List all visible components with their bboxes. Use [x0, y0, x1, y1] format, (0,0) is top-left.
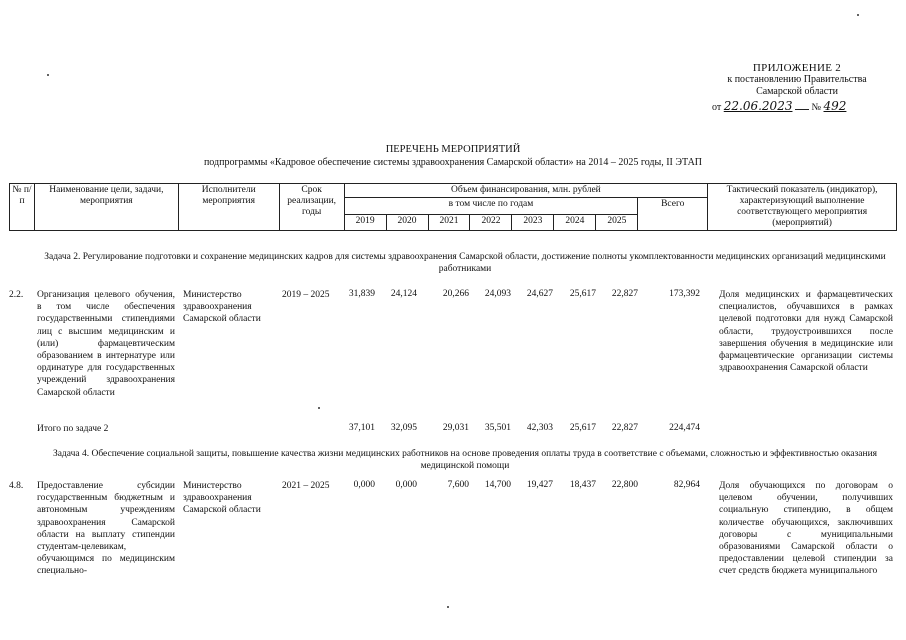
- row-4-8-value: 0,000: [395, 480, 417, 490]
- row-2-2-executor: Министерство здравоохранения Самарской области: [183, 290, 261, 325]
- row-4-8-value: 22,800: [611, 480, 638, 490]
- row-4-8-num: 4.8.: [9, 481, 24, 491]
- total-task-2-value: 25,617: [569, 423, 596, 433]
- total-task-2-value: 35,501: [484, 423, 511, 433]
- total-task-2-total: 224,474: [669, 423, 700, 433]
- header-term: Срок реализации, годы: [279, 184, 344, 231]
- header-year: 2023: [512, 215, 554, 231]
- total-task-2-label: Итого по задаче 2: [37, 424, 109, 434]
- scan-speck: [447, 606, 449, 608]
- row-2-2-total: 173,392: [669, 289, 700, 299]
- row-2-2-value: 20,266: [442, 289, 469, 299]
- total-task-2-value: 32,095: [390, 423, 417, 433]
- date-value: 22.06.2023: [723, 99, 793, 113]
- header-indicator: Тактический показатель (индикатор), характеризующий выполнение соответствующего мероприятия (мероприятий): [708, 184, 897, 231]
- scan-speck: [47, 74, 49, 76]
- row-2-2-value: 24,124: [390, 289, 417, 299]
- document-subtitle: подпрограммы «Кадровое обеспечение системы здравоохранения Самарской области» на 2014 – 2025 годы, II ЭТАП: [203, 157, 703, 168]
- row-4-8-term: 2021 – 2025: [282, 481, 330, 491]
- header-total: Всего: [638, 198, 708, 231]
- row-4-8-value: 0,000: [353, 480, 375, 490]
- annex-line-2: Самарской области: [756, 86, 838, 97]
- total-task-2-value: 29,031: [442, 423, 469, 433]
- header-by-years: в том числе по годам: [344, 198, 638, 215]
- row-2-2-term: 2019 – 2025: [282, 290, 330, 300]
- number-value: 492: [823, 99, 847, 113]
- table-header: [9, 183, 897, 231]
- header-num: № п/п: [10, 184, 35, 231]
- row-4-8-value: 19,427: [526, 480, 553, 490]
- header-executors: Исполнители мероприятия: [178, 184, 279, 231]
- row-4-8-value: 18,437: [569, 480, 596, 490]
- annex-line-1: к постановлению Правительства: [727, 74, 867, 85]
- row-4-8-value: 14,700: [484, 480, 511, 490]
- row-2-2-value: 24,093: [484, 289, 511, 299]
- header-year: 2024: [554, 215, 596, 231]
- date-prefix: от: [712, 102, 722, 113]
- header-year: 2019: [344, 215, 386, 231]
- task-2-heading: Задача 2. Регулирование подготовки и сохранение медицинских кадров для системы здравоохранения Самарской области, достижение полноты укомплектованности медицинских организаций медицинскими работниками: [44, 252, 886, 274]
- row-2-2-value: 25,617: [569, 289, 596, 299]
- number-prefix: №: [811, 102, 822, 113]
- scan-speck: [857, 14, 859, 16]
- total-task-2-value: 42,303: [526, 423, 553, 433]
- total-task-2-value: 37,101: [348, 423, 375, 433]
- annex-block: [712, 62, 882, 114]
- document-title: ПЕРЕЧЕНЬ МЕРОПРИЯТИЙ: [385, 144, 521, 155]
- scan-speck: [318, 407, 320, 409]
- row-2-2-num: 2.2.: [9, 290, 24, 300]
- row-2-2-value: 22,827: [611, 289, 638, 299]
- row-4-8-indicator: Доля обучающихся по договорам о целевом обучении, получивших социальную стипендию, в общем количестве обучающихся, заключивших договоры с муниципальными образованиями Самарской области о предоставлении целевой стипендии за счет средств бюджета муниципального: [719, 481, 893, 577]
- header-year: 2022: [470, 215, 512, 231]
- row-2-2-value: 31,839: [348, 289, 375, 299]
- row-2-2-name: Организация целевого обучения, в том числе обеспечения государственными стипендиями лиц с высшим медицинским и (или) фармацевтическим образованием в интернатуре или ординатуре для государственных учреждений здравоохранения Самарской области: [37, 290, 175, 398]
- row-4-8-executor: Министерство здравоохранения Самарской области: [183, 481, 261, 516]
- header-year: 2025: [596, 215, 638, 231]
- row-4-8-total: 82,964: [673, 480, 700, 490]
- annex-signature-line: [712, 100, 882, 114]
- row-4-8-value: 7,600: [447, 480, 469, 490]
- row-4-8-name: Предоставление субсидии государственным бюджетным и автономным учреждениям здравоохранения Самарской области на выплату стипендии студентам-целевикам, обучающимся по медицинским специально-: [37, 481, 175, 577]
- header-year: 2020: [386, 215, 428, 231]
- header-funding: Объем финансирования, млн. рублей: [344, 184, 708, 198]
- header-year: 2021: [428, 215, 470, 231]
- task-4-heading: Задача 4. Обеспечение социальной защиты, повышение качества жизни медицинских работников на основе проведения оплаты труда в соответствие с объемами, сложностью и эффективностью оказания медицинской помощи: [52, 449, 878, 471]
- row-2-2-value: 24,627: [526, 289, 553, 299]
- row-2-2-indicator: Доля медицинских и фармацевтических специалистов, обучавшихся в рамках целевой подготовки для нужд Самарской области, трудоустроившихся после завершения обучения в медицинские или фармацевтические организации системы здравоохранения Самарской области: [719, 290, 893, 374]
- header-name: Наименование цели, задачи, мероприятия: [34, 184, 178, 231]
- annex-heading: ПРИЛОЖЕНИЕ 2: [752, 62, 842, 74]
- total-task-2-value: 22,827: [611, 423, 638, 433]
